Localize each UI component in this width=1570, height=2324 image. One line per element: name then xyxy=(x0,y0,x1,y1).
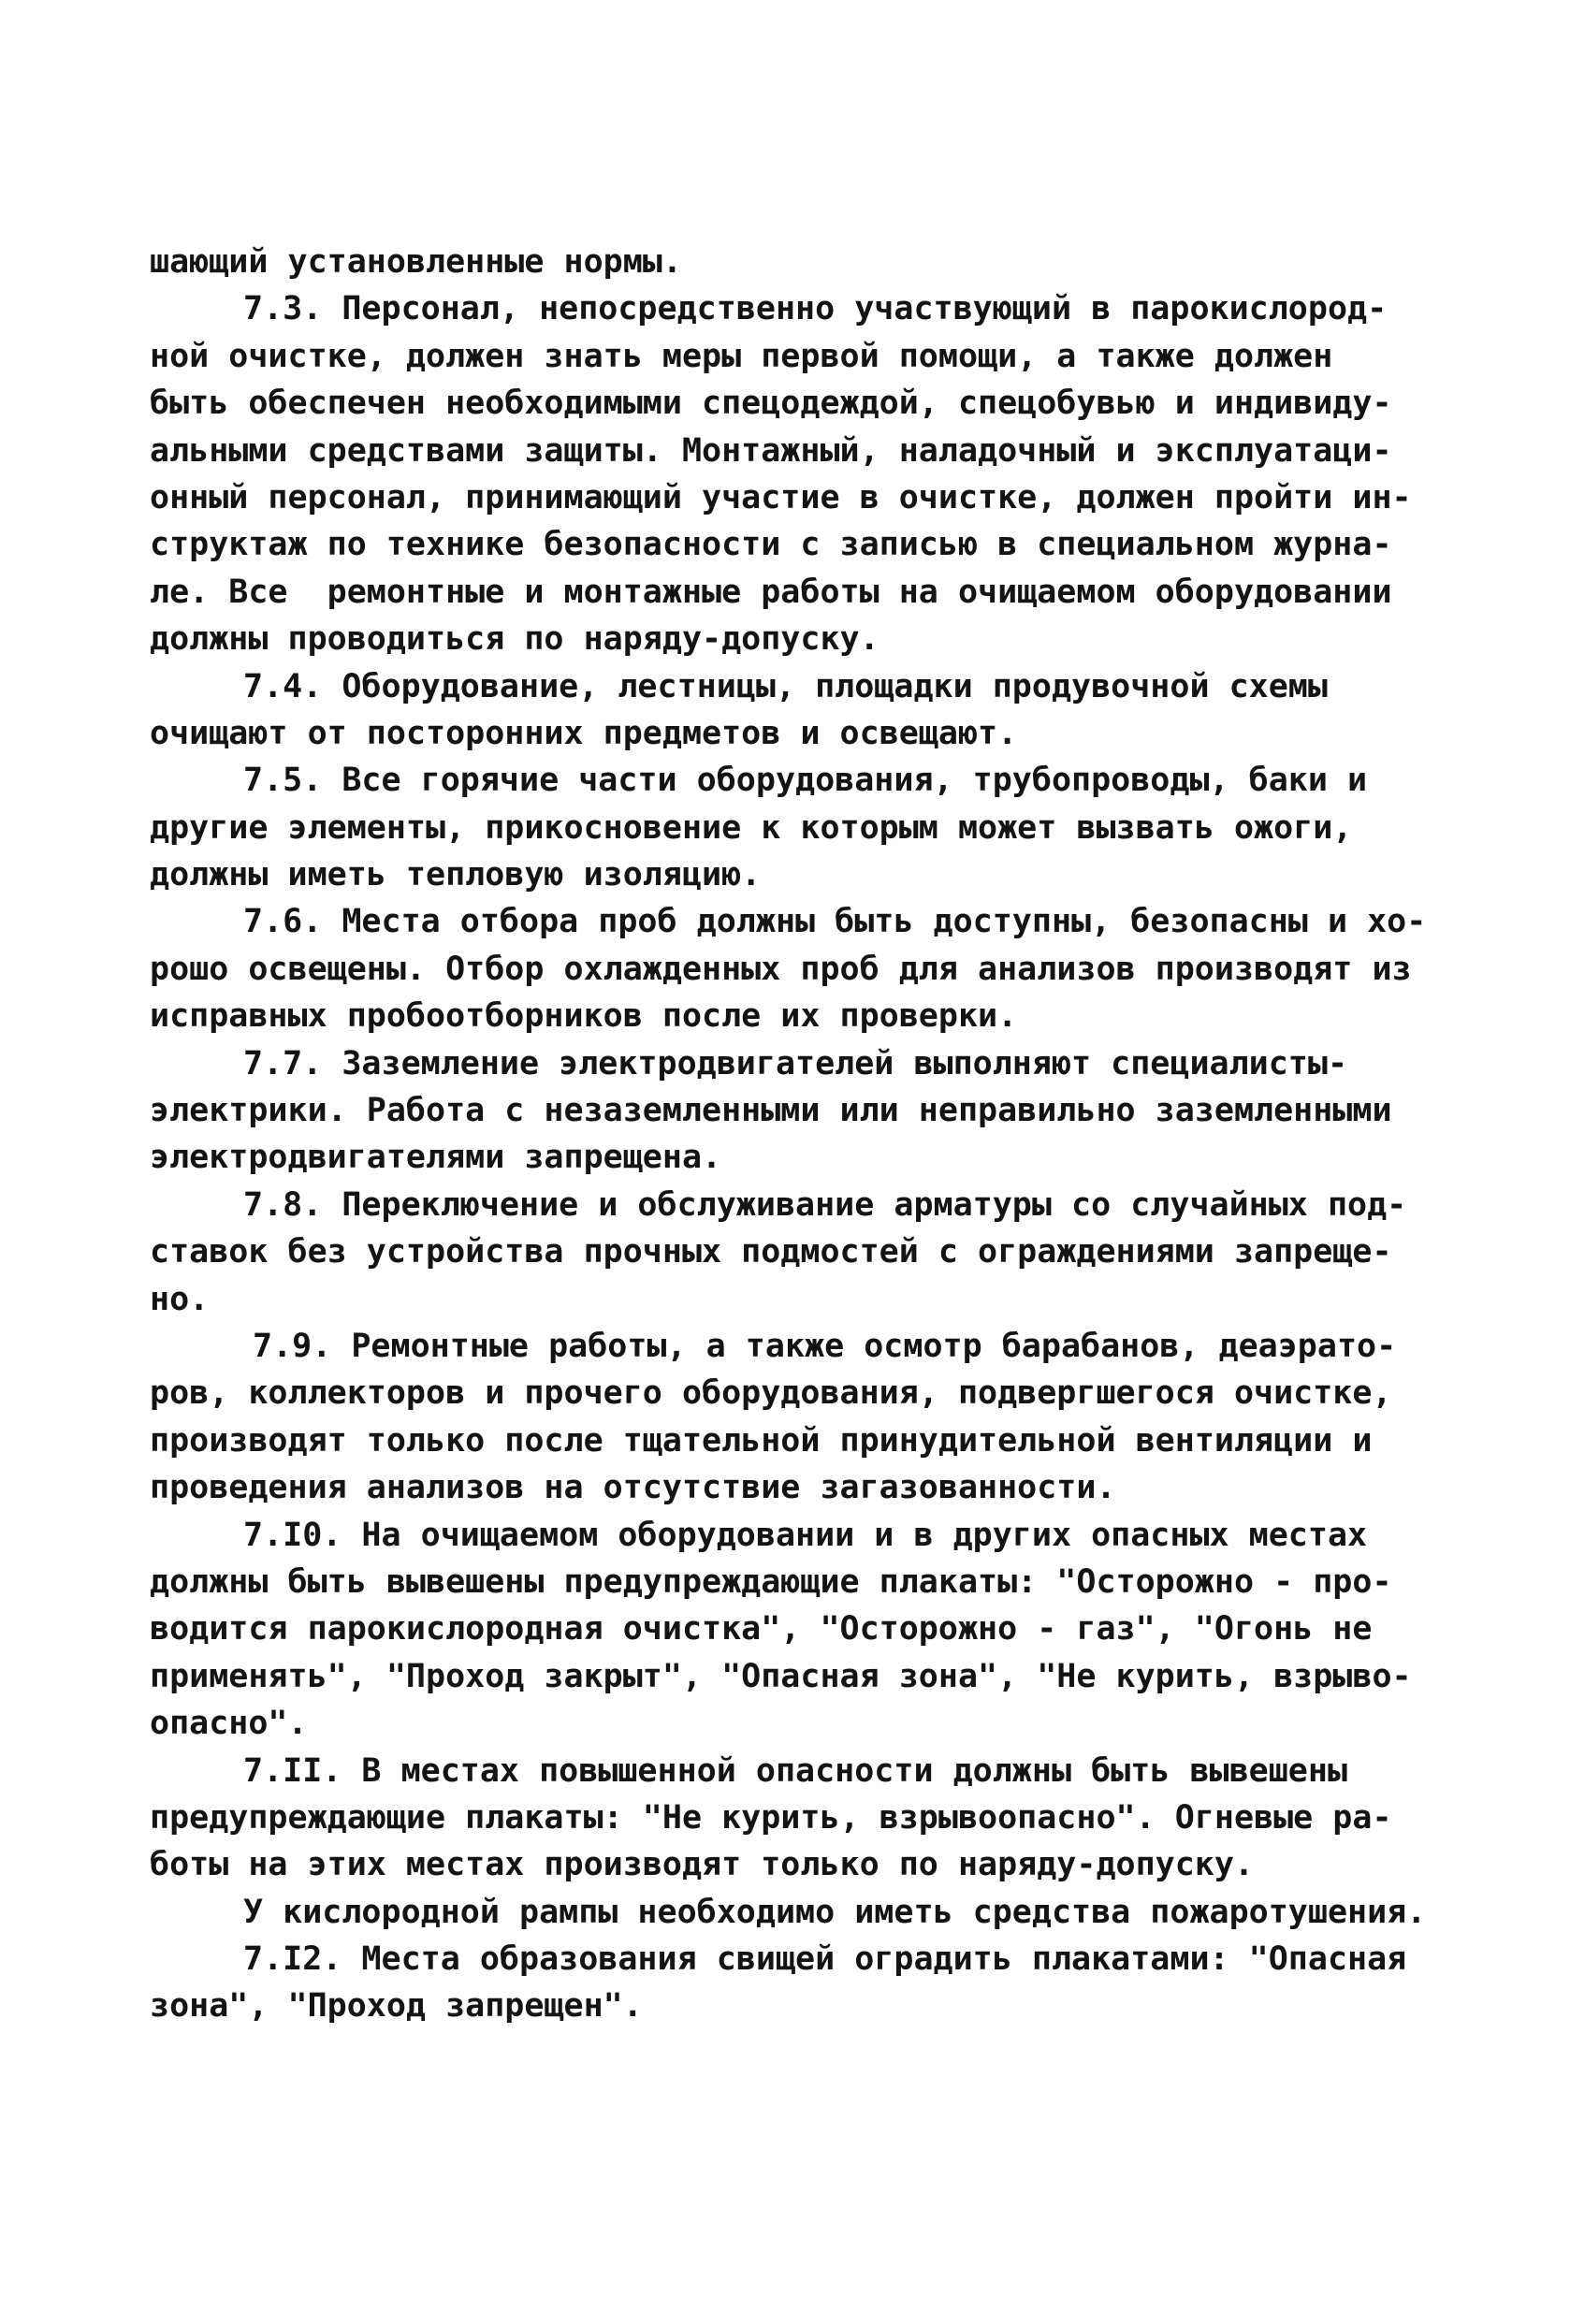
text-line: быть обеспечен необходимыми спецодеждой, спецобувью и индивиду- xyxy=(150,385,1392,423)
text-line: ставок без устройства прочных подмостей с ограждениями запреще- xyxy=(150,1233,1392,1271)
text-line: ле. Все ремонтные и монтажные работы на очищаемом оборудовании xyxy=(150,573,1392,611)
text-line: опасно". xyxy=(150,1705,308,1743)
paragraph-7-7-line: 7.7. Заземление электродвигателей выполняют специалисты- xyxy=(243,1044,1348,1082)
text-line: очищают от посторонних предметов и освещают. xyxy=(150,714,1018,752)
text-line: должны быть вывешены предупреждающие плакаты: "Осторожно - про- xyxy=(150,1562,1392,1601)
text-line: рошо освещены. Отбор охлажденных проб для анализов производят из xyxy=(150,950,1412,988)
paragraph-7-4-line: 7.4. Оборудование, лестницы, площадки продувочной схемы xyxy=(243,667,1328,705)
text-line: предупреждающие плакаты: "Не курить, взрывоопасно". Огневые ра- xyxy=(150,1798,1392,1837)
paragraph-7-12-line: 7.I2. Места образования свищей оградить плакатами: "Опасная xyxy=(243,1940,1407,1979)
text-line: должны иметь тепловую изоляцию. xyxy=(150,856,762,894)
text-line: водится парокислородная очистка", "Осторожно - газ", "Огонь не xyxy=(150,1610,1373,1649)
text-line: боты на этих местах производят только по наряду-допуску. xyxy=(150,1846,1255,1884)
text-line: применять", "Проход закрыт", "Опасная зона", "Не курить, взрыво- xyxy=(150,1657,1412,1695)
paragraph-7-6-line: 7.6. Места отбора проб должны быть доступны, безопасны и хо- xyxy=(243,903,1427,941)
text-line: но. xyxy=(150,1280,210,1318)
text-line: ров, коллекторов и прочего оборудования, подвергшегося очистке, xyxy=(150,1374,1392,1413)
text-line: другие элементы, прикосновение к которым может вызвать ожоги, xyxy=(150,808,1353,847)
text-line: должны проводиться по наряду-допуску. xyxy=(150,620,879,659)
text-line: онный персонал, принимающий участие в очистке, должен пройти ин- xyxy=(150,478,1412,516)
oxygen-ramp-line: У кислородной рампы необходимо иметь средства пожаротушения. xyxy=(243,1893,1427,1931)
paragraph-7-9-line: 7.9. Ремонтные работы, а также осмотр барабанов, деаэрато- xyxy=(253,1327,1397,1365)
text-line: структаж по технике безопасности с записью в специальном журна- xyxy=(150,526,1392,564)
text-line: электрики. Работа с незаземленными или неправильно заземленными xyxy=(150,1092,1392,1130)
text-line: шающий установленные нормы. xyxy=(150,243,682,281)
text-line: производят только после тщательной принудительной вентиляции и xyxy=(150,1421,1373,1460)
text-line: электродвигателями запрещена. xyxy=(150,1139,722,1177)
paragraph-7-3-line: 7.3. Персонал, непосредственно участвующий в парокислород- xyxy=(243,290,1388,328)
paragraph-7-11-line: 7.II. В местах повышенной опасности должны быть вывешены xyxy=(243,1751,1348,1790)
paragraph-7-8-line: 7.8. Переключение и обслуживание арматуры со случайных под- xyxy=(243,1185,1407,1224)
text-line: ной очистке, должен знать меры первой помощи, а также должен xyxy=(150,337,1333,375)
text-line: зона", "Проход запрещен". xyxy=(150,1987,643,2026)
paragraph-7-5-line: 7.5. Все горячие части оборудования, трубопроводы, баки и xyxy=(243,762,1368,800)
text-line: проведения анализов на отсутствие загазованности. xyxy=(150,1469,1116,1507)
text-line: альными средствами защиты. Монтажный, наладочный и эксплуатаци- xyxy=(150,431,1392,470)
document-body xyxy=(150,239,1427,2030)
text-line: исправных пробоотборников после их проверки. xyxy=(150,997,1018,1036)
paragraph-7-10-line: 7.I0. На очищаемом оборудовании и в других опасных местах xyxy=(243,1516,1368,1554)
